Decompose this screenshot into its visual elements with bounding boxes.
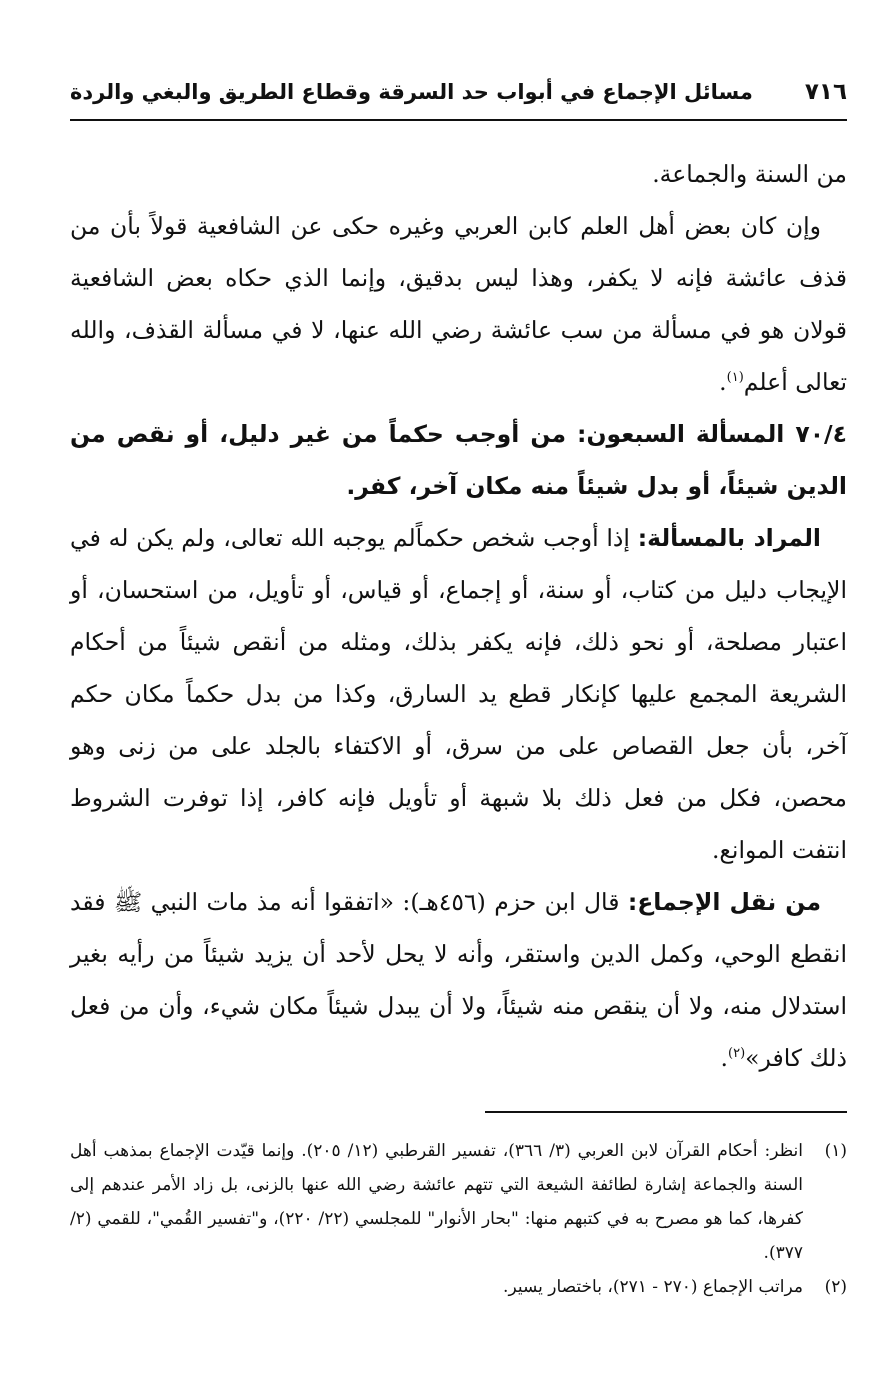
running-title: مسائل الإجماع في أبواب حد السرقة وقطاع الطريق والبغي والردة [70, 80, 753, 104]
paragraph-end: . [719, 368, 727, 396]
page-number: ٧١٦ [804, 79, 847, 105]
paragraph-consensus [70, 876, 847, 1084]
main-text [70, 148, 847, 1084]
footnote-ref-1[interactable]: (١) [726, 370, 744, 386]
footnote-1 [70, 1134, 847, 1270]
issue-heading: ٧٠/٤ المسألة السبعون: من أوجب حكماً من غير دليل، أو نقص من الدين شيئاً، أو بدل شيئاً منه مكان آخر، كفر. [70, 420, 847, 500]
footnote-number: (٢) [824, 1277, 847, 1297]
footnote-text: انظر: أحكام القرآن لابن العربي (٣/ ٣٦٦)، تفسير القرطبي (١٢/ ٢٠٥). وإنما قيّدت الإجماع بمذهب أهل السنة والجماعة إشارة لطائفة الشيعة التي تتهم عائشة رضي الله عنها بالزنى، بل زاد الأمر عندهم إلى كفرها، كما هو مصرح به في كتبهم منها: "بحار الأنوار" للمجلسي (٢٢/ ٢٢٠)، و"تفسير القُمي"، للقمي (٢/ ٣٧٧). [70, 1141, 803, 1263]
paragraph-shafii-note [70, 200, 847, 408]
header-rule [70, 119, 847, 121]
footnote-ref-2[interactable]: (٢) [728, 1046, 746, 1062]
footnote-rule [485, 1111, 847, 1113]
paragraph-meaning [70, 512, 847, 876]
footnote-number: (١) [824, 1141, 847, 1161]
footnotes [70, 1134, 847, 1304]
footnote-2 [70, 1270, 847, 1304]
footnote-text: مراتب الإجماع (٢٧٠ - ٢٧١)، باختصار يسير. [503, 1277, 803, 1297]
paragraph-end: . [720, 1044, 729, 1072]
page-header [70, 72, 847, 112]
paragraph-text: إذا أوجب شخص حكماًلم يوجبه الله تعالى، ولم يكن له في الإيجاب دليل من كتاب، أو سنة، أو إجماع، أو قياس، أو تأويل، من استحسان، أو اعتبار مصلحة، أو نحو ذلك، فإنه يكفر بذلك، ومثله من أنقص شيئاً من أحكام الشريعة المجمع عليها كإنكار قطع يد السارق، وكذا من بدل حكماً مكان حكم آخر، بأن جعل القصاص على من سرق، أو الاكتفاء بالجلد على من زنى وهو محصن، فكل من فعل ذلك بلا شبهة أو تأويل فإنه كافر، إذا توفرت الشروط انتفت الموانع. [70, 524, 847, 864]
paragraph-text: وإن كان بعض أهل العلم كابن العربي وغيره حكى عن الشافعية قولاً بأن من قذف عائشة فإنه لا يكفر، وهذا ليس بدقيق، وإنما الذي حكاه بعض الشافعية قولان هو في مسألة من سب عائشة رضي الله عنها، لا في مسألة القذف، والله تعالى أعلم [70, 212, 847, 396]
paragraph-text: قال ابن حزم (٤٥٦هـ): «اتفقوا أنه مذ مات النبي ﷺ فقد انقطع الوحي، وكمل الدين واستقر، وأنه لا يحل لأحد أن يزيد شيئاً من رأيه بغير استدلال منه، ولا أن ينقص منه شيئاً، ولا أن يبدل شيئاً مكان شيء، وأن من فعل ذلك كافر» [70, 888, 847, 1072]
paragraph-continuation: من السنة والجماعة. [652, 160, 847, 188]
section-label-consensus: من نقل الإجماع: [627, 888, 821, 916]
section-label-meaning: المراد بالمسألة: [637, 524, 821, 552]
